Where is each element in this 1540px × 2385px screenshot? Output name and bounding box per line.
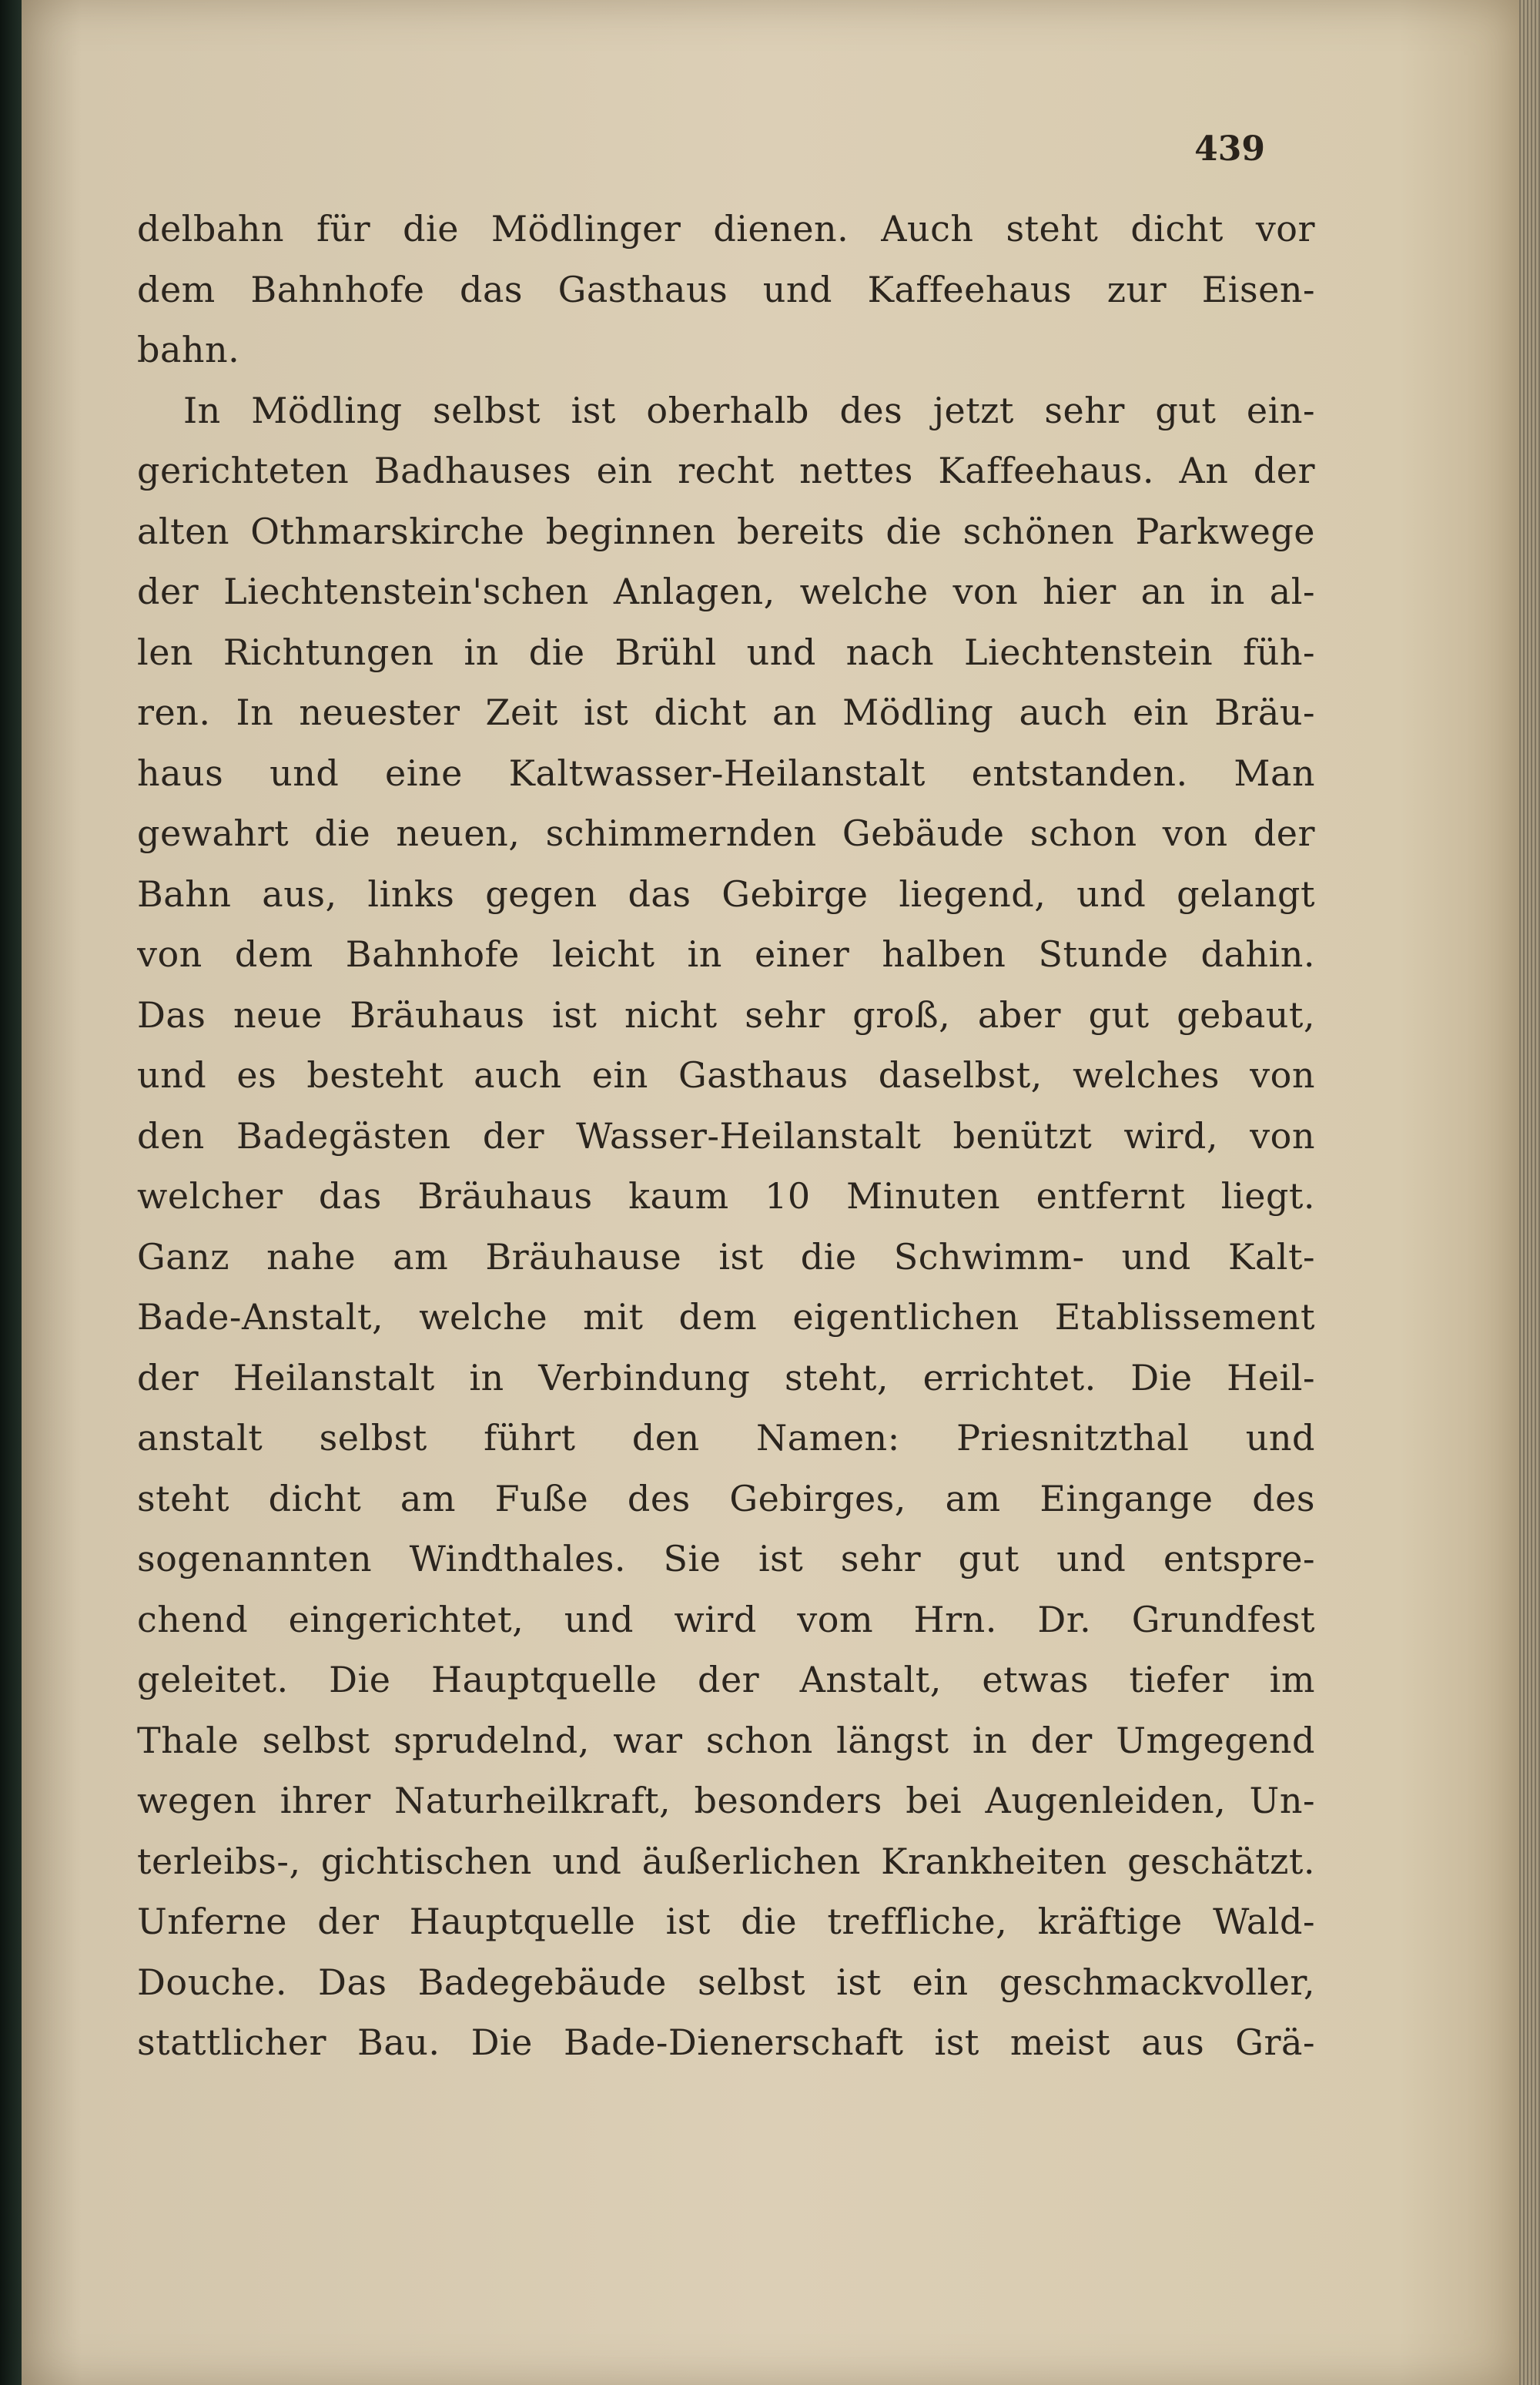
text-line: In Mödling selbst ist oberhalb des jetzt sehr gut ein- bbox=[183, 389, 1315, 431]
text-line: chend eingerichtet, und wird vom Hrn. Dr. Grundfest bbox=[137, 1598, 1315, 1640]
text-line: haus und eine Kaltwasser-Heilanstalt entstanden. Man bbox=[137, 752, 1315, 794]
text-line: Ganz nahe am Bräuhause ist die Schwimm- und Kalt- bbox=[137, 1235, 1315, 1278]
text-line: Douche. Das Badegebäude selbst ist ein geschmackvoller, bbox=[137, 1961, 1315, 2003]
text-line: ren. In neuester Zeit ist dicht an Mödling auch ein Bräu- bbox=[137, 692, 1315, 733]
text-line: wegen ihrer Naturheilkraft, besonders bei Augenleiden, Un- bbox=[137, 1780, 1315, 1821]
text-line: von dem Bahnhofe leicht in einer halben Stunde dahin. bbox=[137, 933, 1315, 975]
text-line: der Liechtenstein'schen Anlagen, welche von hier an in al- bbox=[137, 571, 1315, 612]
text-line: und es besteht auch ein Gasthaus daselbst, welches von bbox=[137, 1054, 1315, 1096]
text-line: der Heilanstalt in Verbindung steht, errichtet. Die Heil- bbox=[137, 1356, 1315, 1399]
text-line: bahn. bbox=[137, 329, 240, 370]
text-line: alten Othmarskirche beginnen bereits die schönen Parkwege bbox=[137, 510, 1315, 552]
text-line: dem Bahnhofe das Gasthaus und Kaffeehaus zur Eisen- bbox=[137, 268, 1315, 310]
text-line: len Richtungen in die Brühl und nach Liechtenstein füh- bbox=[137, 631, 1315, 673]
text-line: den Badegästen der Wasser-Heilanstalt benützt wird, von bbox=[137, 1114, 1315, 1157]
text-line: Das neue Bräuhaus ist nicht sehr groß, aber gut gebaut, bbox=[137, 993, 1315, 1036]
text-line: steht dicht am Fuße des Gebirges, am Eingange des bbox=[137, 1477, 1315, 1519]
page-number: 439 bbox=[1194, 129, 1265, 169]
text-line: Bade-Anstalt, welche mit dem eigentlichen Etablissement bbox=[137, 1296, 1315, 1338]
text-line: sogenannten Windthales. Sie ist sehr gut und entspre- bbox=[137, 1538, 1315, 1579]
text-line: Unferne der Hauptquelle ist die treffliche, kräftige Wald- bbox=[137, 1901, 1315, 1942]
text-line: Thale selbst sprudelnd, war schon längst in der Umgegend bbox=[137, 1719, 1315, 1761]
text-line: anstalt selbst führt den Namen: Priesnitzthal und bbox=[137, 1417, 1315, 1459]
text-line: terleibs-, gichtischen und äußerlichen Krankheiten geschätzt. bbox=[137, 1840, 1315, 1882]
text-line: Bahn aus, links gegen das Gebirge liegend, und gelangt bbox=[137, 873, 1315, 915]
text-line: welcher das Bräuhaus kaum 10 Minuten entfernt liegt. bbox=[137, 1175, 1315, 1217]
text-line: stattlicher Bau. Die Bade-Dienerschaft ist meist aus Grä- bbox=[137, 2022, 1315, 2063]
book-page bbox=[22, 0, 1519, 2385]
text-line: gewahrt die neuen, schimmernden Gebäude schon von der bbox=[137, 812, 1315, 854]
text-line: gerichteten Badhauses ein recht nettes Kaffeehaus. An der bbox=[137, 450, 1315, 491]
body-text bbox=[137, 199, 1315, 2073]
text-line: delbahn für die Mödlinger dienen. Auch steht dicht vor bbox=[137, 208, 1315, 250]
text-line: geleitet. Die Hauptquelle der Anstalt, etwas tiefer im bbox=[137, 1659, 1315, 1700]
